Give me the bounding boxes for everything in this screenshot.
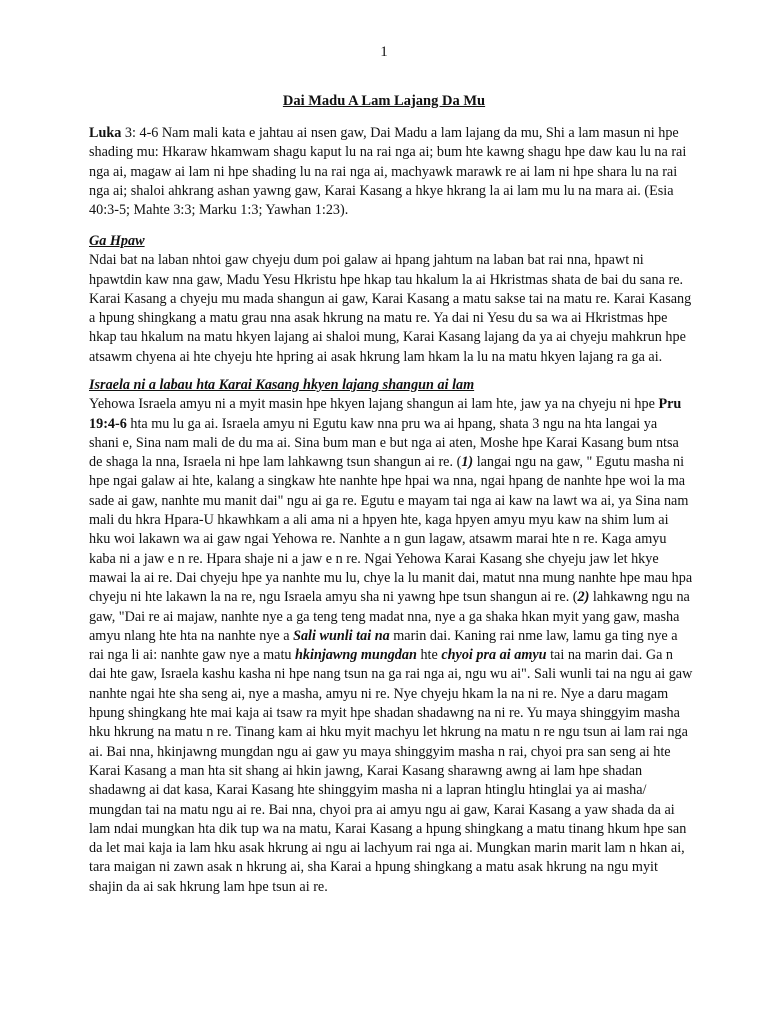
text-run: marin dai. Kaning rai nme law, lamu ga ting nye a	[389, 627, 678, 644]
text-run: hta mu lu ga ai. Israela amyu ni Egutu kaw nna pru wa ai hpang, shata 3 ngu na hta langai ya	[126, 415, 658, 432]
section-heading: Israela ni a labau hta Karai Kasang hkyen lajang shangun ai lam	[89, 377, 475, 393]
text-run: chyeju ni hte lakawn la na re, ngu Israela amyu sha ni yawng hpe tsun shangun ai re. (	[89, 589, 578, 606]
text-line: a hpung shingkang a matu grau nna asak hkrung na matu re. Ya dai ni Yesu du sa wa ai Hkristmas hpe	[89, 310, 668, 327]
section-introduction	[89, 232, 692, 367]
text-line	[89, 627, 689, 646]
text-line	[89, 395, 689, 414]
text-line: hpe ngai galaw ai hte, kalang a singkaw hte nanhte hpe hpai wa nna, ngai hpang de nanhte hpe woi la ma	[89, 473, 686, 490]
text-line: nga ai, magaw ai lam ni hpe shading lu na rai nga ai, machyawk marawk re ai lam ni hpe shara lu na rai	[89, 163, 678, 180]
text-run: Yehowa Israela amyu ni a myit masin hpe hkyen lajang shangun ai lam hte, jaw ya na chyeju ni hpe	[89, 396, 659, 413]
text-line: nga ai; shaloi ahkrang ashan yawng gaw, Karai Kasang a hkye hkrang la ai lam mu lu na mara ai. (Esia	[89, 182, 674, 199]
text-run: de shaga la nna, Israela ni hpe lam lahkawng tsun shangun ai re. (	[89, 454, 462, 471]
text-line: sade ai gaw, nanhte mu manit dai" ngu ai ga re. Egutu e mayam tai nga ai kaw na lawt wa ai, ya Sina nam	[89, 492, 689, 509]
text-line: nanhte ngai hte sha seng ai, nye a masha, amyu ni re. Nye chyeju hkam la na ni re. Nye a daru magam	[89, 685, 669, 702]
section-heading: Ga Hpaw	[89, 233, 145, 249]
text-line: ai. Bai nna, hkinjawng mungdan ngu ai gaw yu maya shinggyim masha n rai, chyoi pra san seng ai hte	[89, 743, 671, 760]
text-run: tai na marin dai. Ga n	[546, 647, 674, 664]
text-run: langai ngu na gaw, " Egutu masha ni	[473, 454, 685, 471]
scripture-book: Luka	[89, 125, 122, 141]
text-line	[89, 453, 689, 472]
text-line: atsawm chyena ai hte chyeju hte hpring ai asak hkrung lam hkam la lu na matu hkyen lajang ra ga ai.	[89, 348, 663, 365]
text-run: lahkawng ngu na	[589, 589, 690, 606]
scripture-text: 3: 4-6 Nam mali kata e jahtau ai nsen gaw, Dai Madu a lam lajang da mu, Shi a lam masun ni hpe	[121, 125, 679, 141]
text-line: gaw, "Dai re ai majaw, nanhte nye a ga teng teng madat nna, nye a ga shaka hkan myit yang gaw, masha	[89, 608, 680, 625]
text-line: hpung shingkang hte mai kaja ai tsaw ra myit hpe shadan shadawng na ni re. Yu maya shinggyim masha	[89, 705, 680, 722]
document-title: Dai Madu A Lam Lajang Da Mu	[282, 93, 486, 109]
text-run: hte	[416, 647, 442, 664]
text-line: mawai la ai re. Dai chyeju hpe ya nanhte mu lu, chye la lu manit dai, matut nna mung nanhte hpe mau hpa	[89, 569, 693, 586]
text-line: mungdan tai na matu ngu ai re. Bai nna, chyoi pra ai amyu ngu ai gaw, Karai Kasang a yaw shada da ai	[89, 801, 675, 818]
text-run: amyu nlang hte hta na nanhte nye a	[89, 627, 294, 644]
text-line: 40:3-5; Mahte 3:3; Marku 1:3; Yawhan 1:23).	[89, 202, 349, 219]
text-line: lam ndai mungkan hta dik tup wa na matu, Karai Kasang a hpung shingkang a matu tinang hkum hpe san	[89, 820, 687, 837]
text-line: shani e, Sina nam mali de du ma ai. Sina bum man e but nga ai aten, Moshe hpe Karai Kasang bum ntsa	[89, 434, 679, 451]
text-line: hkap tau hkalum na matu hkyen lajang ai shaloi mung, Karai Kasang lajang da ya ai chyeju mahkrun hpe	[89, 329, 686, 346]
section-israel-history	[89, 376, 693, 897]
text-line	[89, 415, 689, 434]
text-line	[89, 124, 689, 143]
text-line	[89, 588, 689, 607]
emphasis-term: Sali wunli tai na	[293, 627, 390, 644]
scripture-reference: Pru	[658, 396, 682, 413]
point-number: 2)	[577, 589, 590, 606]
point-number: 1)	[461, 454, 474, 471]
emphasis-term: hkinjawng mungdan	[295, 647, 417, 664]
text-line: shadawng ai dat kasa, Karai Kasang hte shinggyim masha ni a lapran htinglu htinglai ya ai masha/	[89, 782, 647, 799]
text-line: da let mai kaja ia lam hku asak hkrung ai ngu ai lachyum rai nga ai. Mungkan marin marit lam n hkan ai,	[89, 840, 685, 857]
page-number: 1	[380, 44, 388, 60]
text-line: Ndai bat na laban nhtoi gaw chyeju dum poi galaw ai hpang jahtum na laban bat rai nna, hpawt ni	[89, 252, 644, 269]
text-line: kaba ni a jaw e n re. Hpara shaje ni a jaw e n re. Ngai Yehowa Karai Kasang she chyeju jaw let hkye	[89, 550, 659, 567]
text-line: shajin da ai sak hkrung lam hpe tsun ai re.	[89, 878, 328, 895]
text-line: tara maigan ni zawn asak n hkrung ai, sha Karai a hpung shingkang a matu asak hkrung na ngu myit	[89, 859, 658, 876]
text-line: Karai Kasang a man hta sit shang ai hkin jawng, Karai Kasang sharawng awng ai lam hpe shadan	[89, 762, 643, 779]
text-line	[89, 646, 689, 665]
scripture-reference: 19:4-6	[89, 415, 127, 432]
text-line: mali du hkra Hpara-U hkawhkam a ali ama ni a hpyen hte, kaga hpyen amyu myu kaw na shim lum ai	[89, 512, 669, 529]
text-line: hku hkrung na matu n re. Tinang kam ai hku myit machyu let hkrung na matu n re ngu tsun ai lam rai nga	[89, 724, 688, 741]
text-run: rai nga li ai: nanhte gaw nye a matu	[89, 647, 296, 664]
text-line: Karai Kasang a chyeju mu mada shangun ai gaw, Karai Kasang a matu sakse tai na matu re. Karai Kasang	[89, 290, 692, 307]
text-line: hpawtdin kaw nna gaw, Madu Yesu Hkristu hpe hkap tau hkalum la ai Hkristmas shata de bai du sana re.	[89, 271, 684, 288]
text-line: shading mu: Hkaraw hkamwam shagu kaput lu na rai nga ai; bum hte kawng shagu hpe daw kau lu na rai	[89, 144, 687, 161]
text-line: dai hte gaw, Israela kashu kasha ni hpe nang tsun na ga rai nga ai, ngu wu ai". Sali wunli tai na ngu ai gaw	[89, 666, 693, 683]
text-line: hku woi lakawn wa ai gaw ngai Yehowa re. Nanhte a n gun lagaw, atsawm marai hte n re. Kaga amyu	[89, 531, 667, 548]
scripture-paragraph	[89, 124, 689, 220]
emphasis-term: chyoi pra ai amyu	[441, 647, 547, 664]
